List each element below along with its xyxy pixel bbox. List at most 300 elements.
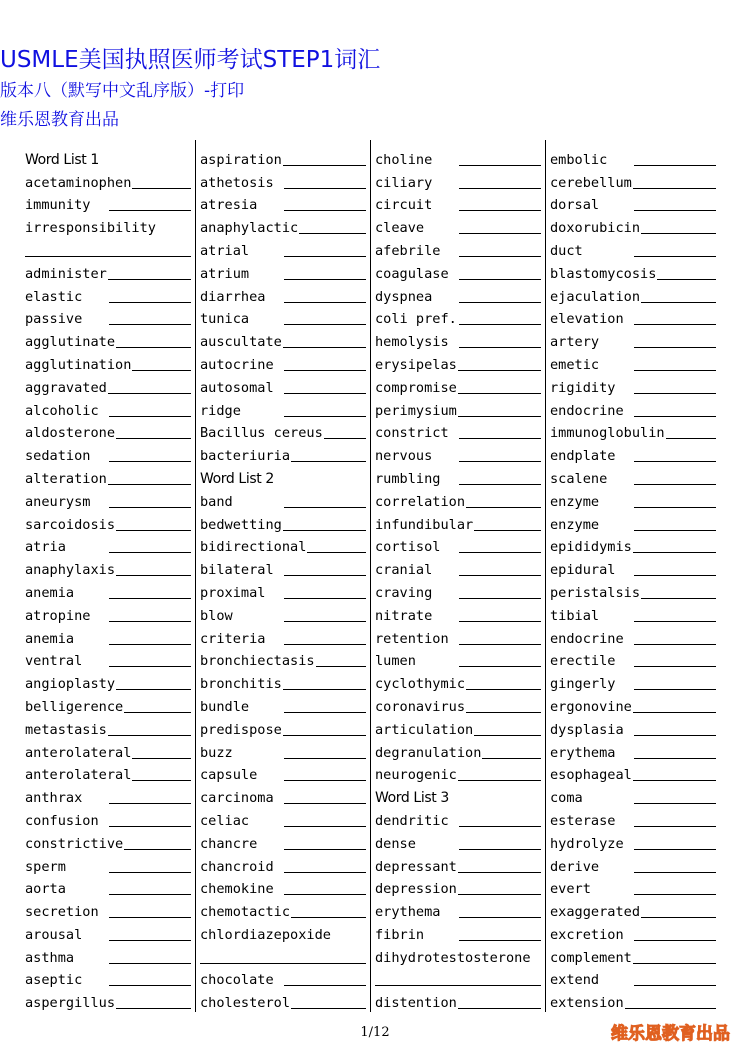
vocab-item xyxy=(550,852,716,875)
answer-line xyxy=(634,530,716,531)
answer-line xyxy=(459,826,541,827)
answer-line xyxy=(634,826,716,827)
vocab-item xyxy=(550,213,716,236)
vocab-item xyxy=(200,145,366,168)
vocab-item xyxy=(375,350,541,373)
vocab-item xyxy=(200,350,366,373)
vocab-item xyxy=(375,761,541,784)
vocab-item xyxy=(550,373,716,396)
answer-line xyxy=(116,1008,191,1009)
vocab-item xyxy=(200,806,366,829)
vocab-item xyxy=(375,373,541,396)
vocab-word: elastic xyxy=(25,288,83,305)
answer-line xyxy=(316,666,366,667)
vocab-item xyxy=(200,761,366,784)
answer-line xyxy=(291,461,366,462)
vocab-item xyxy=(200,441,366,464)
answer-line xyxy=(466,712,541,713)
vocab-item xyxy=(550,282,716,305)
vocab-item xyxy=(25,692,191,715)
answer-line xyxy=(124,849,191,850)
vocab-word: derive xyxy=(550,858,600,875)
answer-line xyxy=(459,279,541,280)
vocab-item xyxy=(550,966,716,989)
answer-line xyxy=(109,917,191,918)
vocab-word: acetaminophen xyxy=(25,174,132,191)
vocab-item xyxy=(375,692,541,715)
answer-line xyxy=(291,1008,366,1009)
vocab-item xyxy=(200,510,366,533)
vocab-item xyxy=(25,305,191,328)
vocab-word: coagulase xyxy=(375,265,449,282)
answer-line xyxy=(634,849,716,850)
vocab-item xyxy=(550,692,716,715)
vocab-word: rigidity xyxy=(550,379,616,396)
answer-line xyxy=(25,256,191,257)
vocab-word: distention xyxy=(375,995,457,1012)
answer-line xyxy=(634,621,716,622)
vocab-word: bacteriuria xyxy=(200,448,291,465)
answer-line xyxy=(108,279,191,280)
answer-line xyxy=(109,666,191,667)
vocab-word: athetosis xyxy=(200,174,274,191)
answer-line xyxy=(200,963,366,964)
vocab-item xyxy=(200,624,366,647)
answer-line xyxy=(458,872,541,873)
vocab-word: nervous xyxy=(375,448,433,465)
answer-line xyxy=(634,575,716,576)
vocab-item xyxy=(25,647,191,670)
vocab-word: constrictive xyxy=(25,835,124,852)
vocab-word: anemia xyxy=(25,584,75,601)
answer-line xyxy=(109,598,191,599)
vocab-item xyxy=(25,988,191,1011)
vocab-word: Bacillus cereus xyxy=(200,425,323,442)
vocab-word: bronchiectasis xyxy=(200,653,315,670)
vocab-word: alcoholic xyxy=(25,402,99,419)
vocab-item xyxy=(550,943,716,966)
answer-line xyxy=(109,894,191,895)
vocab-word: extension xyxy=(550,995,624,1012)
vocab-word: criteria xyxy=(200,630,266,647)
vocab-item xyxy=(375,601,541,624)
answer-line xyxy=(458,370,541,371)
vocab-item xyxy=(200,897,366,920)
answer-line xyxy=(634,735,716,736)
vocab-item xyxy=(375,396,541,419)
vocab-item xyxy=(375,419,541,442)
vocab-item xyxy=(550,829,716,852)
vocab-word: anemia xyxy=(25,630,75,647)
answer-line xyxy=(109,940,191,941)
vocab-item xyxy=(375,533,541,556)
vocab-item xyxy=(25,578,191,601)
vocab-item xyxy=(200,988,366,1011)
vocab-item xyxy=(200,715,366,738)
vocab-item xyxy=(200,669,366,692)
answer-line xyxy=(634,324,716,325)
vocab-word: coronavirus xyxy=(375,698,466,715)
answer-line xyxy=(283,530,366,531)
answer-line xyxy=(634,940,716,941)
vocab-word: alteration xyxy=(25,470,107,487)
answer-line xyxy=(657,279,716,280)
answer-line xyxy=(109,302,191,303)
vocab-item xyxy=(25,441,191,464)
vocab-word: agglutinate xyxy=(25,334,116,351)
column-divider xyxy=(195,140,196,1012)
vocab-item xyxy=(25,487,191,510)
vocab-word: scalene xyxy=(550,470,608,487)
vocab-item xyxy=(25,829,191,852)
vocab-word: dyspnea xyxy=(375,288,433,305)
vocab-item xyxy=(550,441,716,464)
answer-blank-line xyxy=(25,236,191,259)
vocab-word: metastasis xyxy=(25,721,107,738)
vocab-item xyxy=(375,145,541,168)
vocab-word: autosomal xyxy=(200,379,274,396)
answer-line xyxy=(459,188,541,189)
answer-line xyxy=(459,575,541,576)
vocab-word: enzyme xyxy=(550,516,600,533)
vocab-item xyxy=(25,464,191,487)
answer-line xyxy=(633,712,716,713)
answer-line xyxy=(109,621,191,622)
column-divider xyxy=(545,140,546,1012)
document-title: USMLE美国执照医师考试STEP1词汇 xyxy=(0,47,381,73)
answer-line xyxy=(109,461,191,462)
vocab-item xyxy=(25,669,191,692)
vocab-word: afebrile xyxy=(375,242,441,259)
vocab-word: buzz xyxy=(200,744,233,761)
vocab-word: autocrine xyxy=(200,356,274,373)
vocab-word: circuit xyxy=(375,197,433,214)
vocab-item xyxy=(375,897,541,920)
answer-line xyxy=(116,575,191,576)
vocab-word: evert xyxy=(550,881,591,898)
vocab-item xyxy=(550,624,716,647)
vocab-word: sedation xyxy=(25,448,91,465)
vocab-item xyxy=(550,601,716,624)
vocab-item xyxy=(25,966,191,989)
vocab-word: aseptic xyxy=(25,972,83,989)
vocab-item xyxy=(25,373,191,396)
vocab-word: atrial xyxy=(200,242,250,259)
vocab-word: erythema xyxy=(550,744,616,761)
vocab-word: secretion xyxy=(25,904,99,921)
vocab-item xyxy=(375,487,541,510)
vocab-item xyxy=(200,191,366,214)
answer-line xyxy=(634,985,716,986)
answer-line xyxy=(284,644,366,645)
vocab-word: depression xyxy=(375,881,457,898)
vocab-word: articulation xyxy=(375,721,474,738)
vocab-item xyxy=(25,783,191,806)
vocab-item xyxy=(550,168,716,191)
answer-line xyxy=(641,302,716,303)
vocab-word: capsule xyxy=(200,767,258,784)
vocab-item xyxy=(550,487,716,510)
answer-line xyxy=(459,324,541,325)
vocab-item xyxy=(200,852,366,875)
answer-line xyxy=(109,826,191,827)
answer-line xyxy=(482,758,541,759)
vocab-word: enzyme xyxy=(550,493,600,510)
vocab-item xyxy=(25,168,191,191)
answer-line xyxy=(633,780,716,781)
answer-line xyxy=(375,985,541,986)
vocab-item xyxy=(550,396,716,419)
vocab-item xyxy=(550,145,716,168)
vocab-item xyxy=(550,738,716,761)
vocab-word: constrict xyxy=(375,425,449,442)
vocab-word: rumbling xyxy=(375,470,441,487)
vocab-word: emetic xyxy=(550,356,600,373)
vocab-item xyxy=(550,578,716,601)
vocab-item xyxy=(375,555,541,578)
answer-line xyxy=(109,644,191,645)
answer-line xyxy=(459,940,541,941)
vocab-word: extend xyxy=(550,972,600,989)
vocab-item xyxy=(550,555,716,578)
answer-line xyxy=(625,1008,716,1009)
answer-line xyxy=(474,530,541,531)
vocab-item xyxy=(375,441,541,464)
vocab-item xyxy=(550,988,716,1011)
answer-line xyxy=(634,256,716,257)
answer-line xyxy=(284,324,366,325)
vocab-word: artery xyxy=(550,334,600,351)
vocab-word: aldosterone xyxy=(25,425,116,442)
answer-line xyxy=(109,872,191,873)
vocab-item xyxy=(550,647,716,670)
answer-line xyxy=(284,712,366,713)
vocab-word: aneurysm xyxy=(25,493,91,510)
vocab-word: endocrine xyxy=(550,402,624,419)
word-column-2 xyxy=(200,145,366,1011)
vocab-item xyxy=(25,213,191,236)
answer-line xyxy=(459,484,541,485)
vocab-item xyxy=(375,327,541,350)
vocab-item xyxy=(200,601,366,624)
vocab-item xyxy=(200,259,366,282)
vocab-item xyxy=(25,419,191,442)
vocab-item xyxy=(200,419,366,442)
answer-line xyxy=(109,507,191,508)
answer-line xyxy=(116,347,191,348)
vocab-word: cleave xyxy=(375,220,425,237)
vocab-item xyxy=(375,305,541,328)
vocab-word: duct xyxy=(550,242,583,259)
word-list-heading-text: Word List 3 xyxy=(375,790,449,807)
vocab-word: sperm xyxy=(25,858,66,875)
vocab-item xyxy=(200,875,366,898)
vocab-word: tibial xyxy=(550,607,600,624)
vocab-item xyxy=(375,464,541,487)
vocab-word: dysplasia xyxy=(550,721,624,738)
vocab-word: fibrin xyxy=(375,926,425,943)
answer-line xyxy=(283,689,366,690)
answer-line xyxy=(284,872,366,873)
vocab-item xyxy=(25,897,191,920)
vocab-word: complement xyxy=(550,949,632,966)
answer-line xyxy=(108,484,191,485)
answer-line xyxy=(634,507,716,508)
answer-line xyxy=(116,689,191,690)
answer-line xyxy=(108,393,191,394)
vocab-item xyxy=(200,555,366,578)
vocab-item xyxy=(25,806,191,829)
answer-line xyxy=(633,552,716,553)
vocab-item xyxy=(200,738,366,761)
answer-line xyxy=(284,188,366,189)
vocab-word: anaphylactic xyxy=(200,220,299,237)
vocab-word: immunity xyxy=(25,197,91,214)
vocab-word: cortisol xyxy=(375,539,441,556)
answer-line xyxy=(459,552,541,553)
answer-line xyxy=(634,894,716,895)
column-divider xyxy=(370,140,371,1012)
vocab-word: ciliary xyxy=(375,174,433,191)
vocab-item xyxy=(375,191,541,214)
answer-line xyxy=(634,666,716,667)
answer-line xyxy=(634,689,716,690)
vocab-word: tunica xyxy=(200,311,250,328)
vocab-word: esophageal xyxy=(550,767,632,784)
answer-line xyxy=(284,598,366,599)
vocab-item xyxy=(25,761,191,784)
answer-line xyxy=(324,438,366,439)
vocab-word: erythema xyxy=(375,904,441,921)
vocab-word: chocolate xyxy=(200,972,274,989)
word-column-1 xyxy=(25,145,191,1011)
vocab-word: esterase xyxy=(550,812,616,829)
vocab-item xyxy=(200,213,366,236)
vocab-word: passive xyxy=(25,311,83,328)
vocab-item xyxy=(25,601,191,624)
vocab-item xyxy=(375,806,541,829)
answer-line xyxy=(459,461,541,462)
word-list-heading-text: Word List 1 xyxy=(25,151,99,168)
answer-line xyxy=(634,461,716,462)
answer-line xyxy=(641,917,716,918)
watermark-logo: 维乐恩教育出品 xyxy=(611,1024,730,1044)
vocab-word: excretion xyxy=(550,926,624,943)
answer-line xyxy=(458,393,541,394)
vocab-item xyxy=(25,920,191,943)
vocab-word: atrium xyxy=(200,265,250,282)
answer-line xyxy=(634,347,716,348)
vocab-word: aspergillus xyxy=(25,995,116,1012)
vocab-item xyxy=(375,943,541,966)
answer-line xyxy=(458,416,541,417)
vocab-item xyxy=(25,533,191,556)
answer-line xyxy=(634,393,716,394)
word-column-4 xyxy=(550,145,716,1011)
vocab-word: dendritic xyxy=(375,812,449,829)
answer-line xyxy=(459,849,541,850)
answer-line xyxy=(132,188,191,189)
answer-line xyxy=(474,735,541,736)
answer-line xyxy=(284,985,366,986)
vocab-item xyxy=(25,555,191,578)
vocab-word: cranial xyxy=(375,562,433,579)
vocab-word: doxorubicin xyxy=(550,220,641,237)
answer-line xyxy=(284,210,366,211)
vocab-word: chemotactic xyxy=(200,904,291,921)
vocab-word: ventral xyxy=(25,653,83,670)
answer-line xyxy=(284,279,366,280)
vocab-item xyxy=(375,624,541,647)
vocab-word: celiac xyxy=(200,812,250,829)
answer-line xyxy=(109,416,191,417)
vocab-word: cerebellum xyxy=(550,174,632,191)
vocab-item xyxy=(200,966,366,989)
vocab-item xyxy=(550,191,716,214)
vocab-item xyxy=(550,305,716,328)
answer-line xyxy=(124,712,191,713)
vocab-item xyxy=(550,464,716,487)
vocab-word: nitrate xyxy=(375,607,433,624)
vocab-word: dihydrotestosterone xyxy=(375,949,531,966)
vocab-item xyxy=(25,327,191,350)
vocab-item xyxy=(200,168,366,191)
vocab-item xyxy=(25,350,191,373)
vocab-word: gingerly xyxy=(550,676,616,693)
vocab-word: immunoglobulin xyxy=(550,425,665,442)
answer-line xyxy=(641,598,716,599)
vocab-item xyxy=(375,647,541,670)
answer-line xyxy=(132,758,191,759)
vocab-word: cholesterol xyxy=(200,995,291,1012)
answer-line xyxy=(284,302,366,303)
answer-line xyxy=(109,963,191,964)
vocab-word: choline xyxy=(375,151,433,168)
vocab-word: chlordiazepoxide xyxy=(200,926,331,943)
vocab-word: aspiration xyxy=(200,151,282,168)
answer-line xyxy=(284,894,366,895)
answer-line xyxy=(466,689,541,690)
answer-line xyxy=(634,210,716,211)
vocab-word: bundle xyxy=(200,698,250,715)
answer-line xyxy=(459,598,541,599)
vocab-item xyxy=(200,396,366,419)
answer-line xyxy=(284,826,366,827)
vocab-word: hemolysis xyxy=(375,334,449,351)
answer-line xyxy=(459,644,541,645)
vocab-item xyxy=(375,715,541,738)
word-list-heading-text: Word List 2 xyxy=(200,470,274,487)
word-list-heading xyxy=(375,783,541,806)
answer-blank-line xyxy=(375,966,541,989)
answer-line xyxy=(634,803,716,804)
vocab-word: aggravated xyxy=(25,379,107,396)
answer-line xyxy=(132,780,191,781)
answer-line xyxy=(284,507,366,508)
word-list-heading xyxy=(200,464,366,487)
answer-line xyxy=(634,416,716,417)
vocab-word: ergonovine xyxy=(550,698,632,715)
answer-line xyxy=(283,735,366,736)
vocab-item xyxy=(550,350,716,373)
vocab-word: lumen xyxy=(375,653,416,670)
vocab-word: carcinoma xyxy=(200,790,274,807)
vocab-word: atria xyxy=(25,539,66,556)
vocab-item xyxy=(375,259,541,282)
vocab-item xyxy=(25,852,191,875)
vocab-item xyxy=(375,988,541,1011)
answer-line xyxy=(634,758,716,759)
